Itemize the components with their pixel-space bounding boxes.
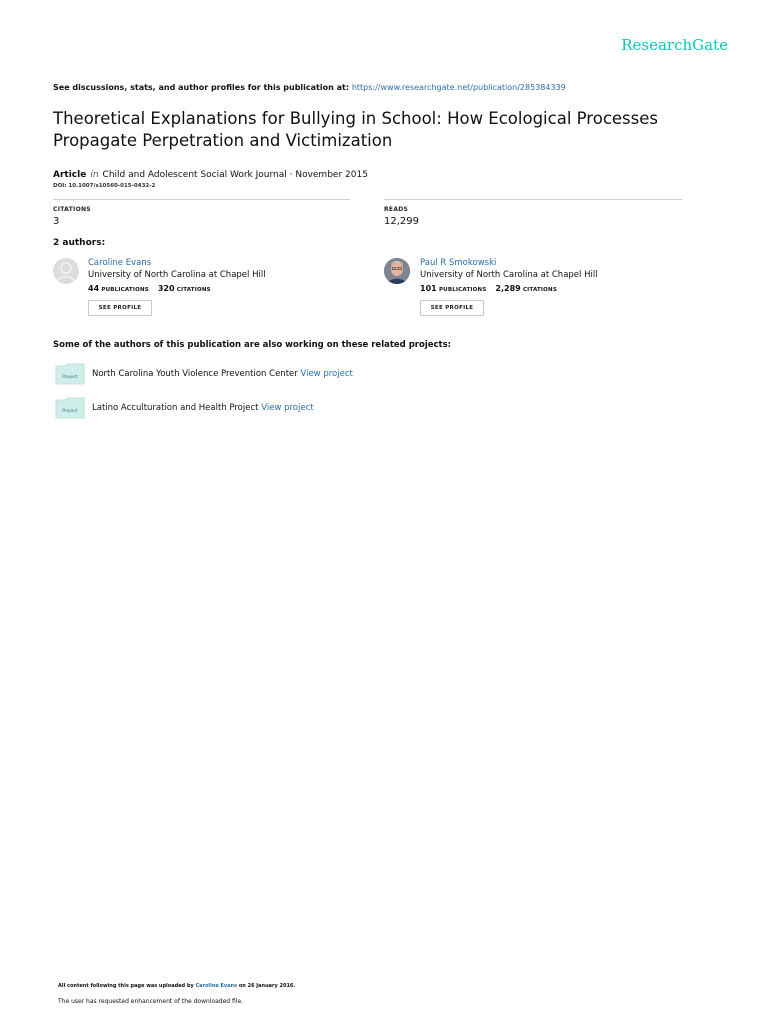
author-citations-label: CITATIONS — [176, 287, 211, 293]
author-name-link[interactable]: Caroline Evans — [88, 258, 152, 268]
author-stats — [420, 284, 557, 293]
discussion-prefix: See discussions, stats, and author profiles for this publication at: — [53, 83, 352, 92]
author-institution: University of North Carolina at Chapel Hill — [420, 270, 598, 280]
project-item — [92, 369, 353, 379]
see-profile-button[interactable]: SEE PROFILE — [420, 300, 484, 316]
article-type: Article — [53, 170, 87, 180]
author-stats — [88, 284, 211, 293]
project-item — [92, 403, 314, 413]
view-project-link[interactable]: View project — [261, 403, 314, 413]
author-avatar[interactable] — [384, 258, 410, 284]
enhancement-note: The user has requested enhancement of the downloaded file. — [58, 998, 244, 1005]
author-name-link[interactable]: Paul R Smokowski — [420, 258, 497, 268]
author-publications-count: 44 — [88, 284, 100, 293]
author-citations-label: CITATIONS — [522, 287, 558, 293]
projects-heading: Some of the authors of this publication are also working on these related projects: — [53, 340, 452, 350]
researchgate-logo[interactable]: ResearchGate — [621, 36, 728, 54]
author-avatar[interactable] — [53, 258, 79, 284]
user-silhouette-icon — [53, 258, 79, 284]
see-profile-button[interactable]: SEE PROFILE — [88, 300, 152, 316]
upload-suffix: on 26 January 2016. — [238, 983, 296, 989]
publication-url-link[interactable]: https://www.researchgate.net/publication/285384339 — [351, 83, 566, 92]
author-publications-label: PUBLICATIONS — [101, 287, 149, 293]
project-icon-label: Project — [62, 375, 78, 380]
uploader-link[interactable]: Caroline Evans — [195, 983, 238, 989]
authors-heading: 2 authors: — [53, 238, 106, 248]
project-folder-icon — [55, 397, 85, 423]
citations-value: 3 — [53, 216, 60, 227]
reads-divider — [384, 199, 682, 200]
upload-note — [58, 983, 295, 989]
discussion-line — [53, 83, 566, 92]
project-name: North Carolina Youth Violence Prevention Center — [92, 369, 298, 379]
author-citations-count: 320 — [157, 284, 175, 293]
reads-label: READS — [384, 206, 409, 213]
article-in: in — [90, 170, 99, 180]
article-meta — [53, 170, 368, 180]
author-publications-label: PUBLICATIONS — [438, 287, 487, 293]
author-publications-count: 101 — [420, 284, 437, 293]
article-doi: DOI: 10.1007/s10560-015-0432-2 — [53, 183, 156, 189]
publication-title: Theoretical Explanations for Bullying in School: How Ecological Processes Propagate Perpetration and Victimization — [53, 109, 658, 150]
project-icon-label: Project — [62, 409, 78, 414]
citations-divider — [53, 199, 350, 200]
author-photo — [384, 258, 410, 284]
project-name: Latino Acculturation and Health Project — [92, 403, 259, 413]
upload-prefix: All content following this page was uploaded by — [58, 983, 194, 989]
view-project-link[interactable]: View project — [300, 369, 353, 379]
article-venue: Child and Adolescent Social Work Journal · November 2015 — [102, 170, 368, 180]
author-citations-count: 2,289 — [495, 284, 521, 293]
citations-label: CITATIONS — [53, 206, 91, 213]
project-folder-icon — [55, 363, 85, 389]
author-institution: University of North Carolina at Chapel Hill — [88, 270, 266, 280]
reads-value: 12,299 — [384, 216, 419, 227]
